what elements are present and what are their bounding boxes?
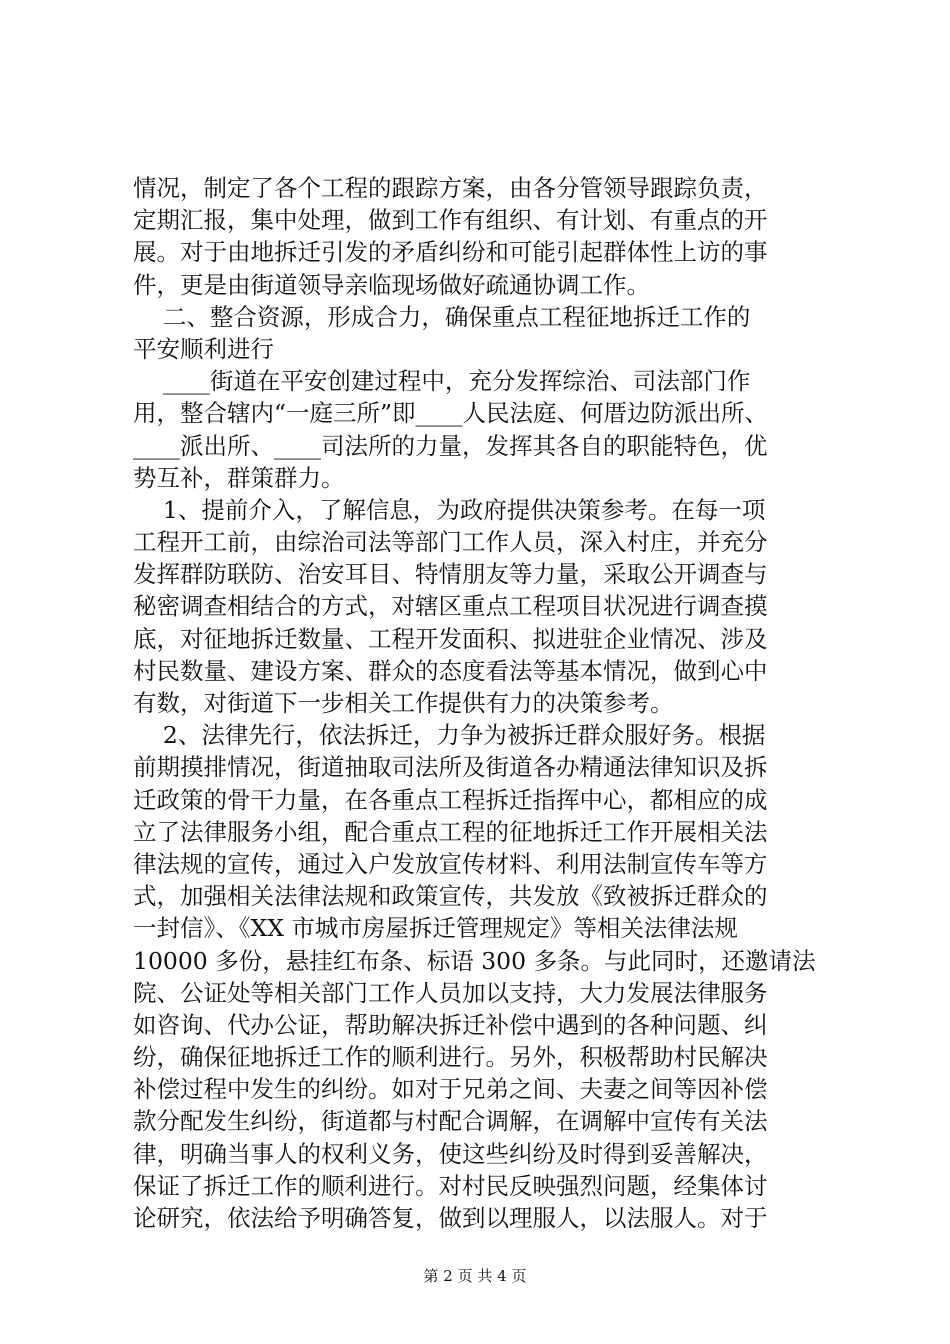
- text-line: 补偿过程中发生的纠纷。如对于兄弟之间、夫妻之间等因补偿: [133, 1075, 768, 1104]
- text-line: 如咨询、代办公证，帮助解决拆迁补偿中遇到的各种问题、纠: [133, 1010, 768, 1039]
- text-line: 有数，对街道下一步相关工作提供有力的决策参考。: [133, 689, 674, 717]
- text-line: 村民数量、建设方案、群众的态度看法等基本情况，做到心中: [133, 656, 768, 685]
- text-line: 情况，制定了各个工程的跟踪方案，由各分管领导跟踪负责，: [133, 174, 768, 202]
- document-body: [133, 172, 833, 1234]
- text-line: 10000 多份，悬挂红布条、标语 300 多条。与此同时，还邀请法: [133, 946, 816, 975]
- text-line: 工程开工前，由综治司法等部门工作人员，深入村庄，并充分: [133, 528, 768, 557]
- text-line: 款分配发生纠纷，街道都与村配合调解，在调解中宣传有关法: [133, 1107, 768, 1136]
- text-line: 保证了拆迁工作的顺利进行。对村民反映强烈问题，经集体讨: [133, 1171, 768, 1200]
- text-line: 式，加强相关法律法规和政策宣传，共发放《致被拆迁群众的: [133, 882, 768, 911]
- text-line: 1、提前介入，了解信息，为政府提供决策参考。在每一项: [133, 495, 766, 524]
- text-line: 一封信》、《XX 市城市房屋拆迁管理规定》等相关法律法规: [133, 914, 738, 943]
- text-line: 秘密调查相结合的方式，对辖区重点工程项目状况进行调查摸: [133, 592, 768, 621]
- text-line: 迁政策的骨干力量，在各重点工程拆迁指挥中心，都相应的成: [133, 785, 768, 814]
- text-line: ____派出所、____司法所的力量，发挥其各自的职能特色，优: [133, 431, 768, 460]
- text-line: 论研究，依法给予明确答复，做到以理服人，以法服人。对于: [133, 1204, 768, 1232]
- text-line: 院、公证处等相关部门工作人员加以支持，大力发展法律服务: [133, 978, 768, 1007]
- text-line: 底，对征地拆迁数量、工程开发面积、拟进驻企业情况、涉及: [133, 624, 768, 653]
- text-line: 定期汇报，集中处理，做到工作有组织、有计划、有重点的开: [133, 206, 768, 235]
- text-line: 纷，确保征地拆迁工作的顺利进行。另外，积极帮助村民解决: [133, 1043, 768, 1072]
- text-line: 势互补，群策群力。: [133, 463, 345, 492]
- text-line: 展。对于由地拆迁引发的矛盾纠纷和可能引起群体性上访的事: [133, 238, 768, 267]
- text-line: 2、法律先行，依法拆迁，力争为被拆迁群众服好务。根据: [133, 721, 766, 750]
- text-line: 二、整合资源，形成合力，确保重点工程征地拆迁工作的: [133, 302, 751, 331]
- text-line: ____街道在平安创建过程中，充分发挥综治、司法部门作: [133, 367, 751, 396]
- text-line: 平安顺利进行: [133, 334, 274, 363]
- text-line: 发挥群防联防、治安耳目、特情朋友等力量，采取公开调查与: [133, 560, 768, 589]
- text-line: 律法规的宣传，通过入户发放宣传材料、利用法制宣传车等方: [133, 849, 768, 878]
- text-line: 前期摸排情况，街道抽取司法所及街道各办精通法律知识及拆: [133, 753, 768, 782]
- text-line: 用，整合辖内“一庭三所”即____人民法庭、何厝边防派出所、: [133, 399, 769, 428]
- text-line: 件，更是由街道领导亲临现场做好疏通协调工作。: [133, 270, 650, 299]
- text-line: 律，明确当事人的权利义务，使这些纠纷及时得到妥善解决，: [133, 1139, 768, 1168]
- text-line: 立了法律服务小组，配合重点工程的征地拆迁工作开展相关法: [133, 817, 768, 846]
- page-footer: 第 2 页 共 4 页: [423, 1267, 527, 1285]
